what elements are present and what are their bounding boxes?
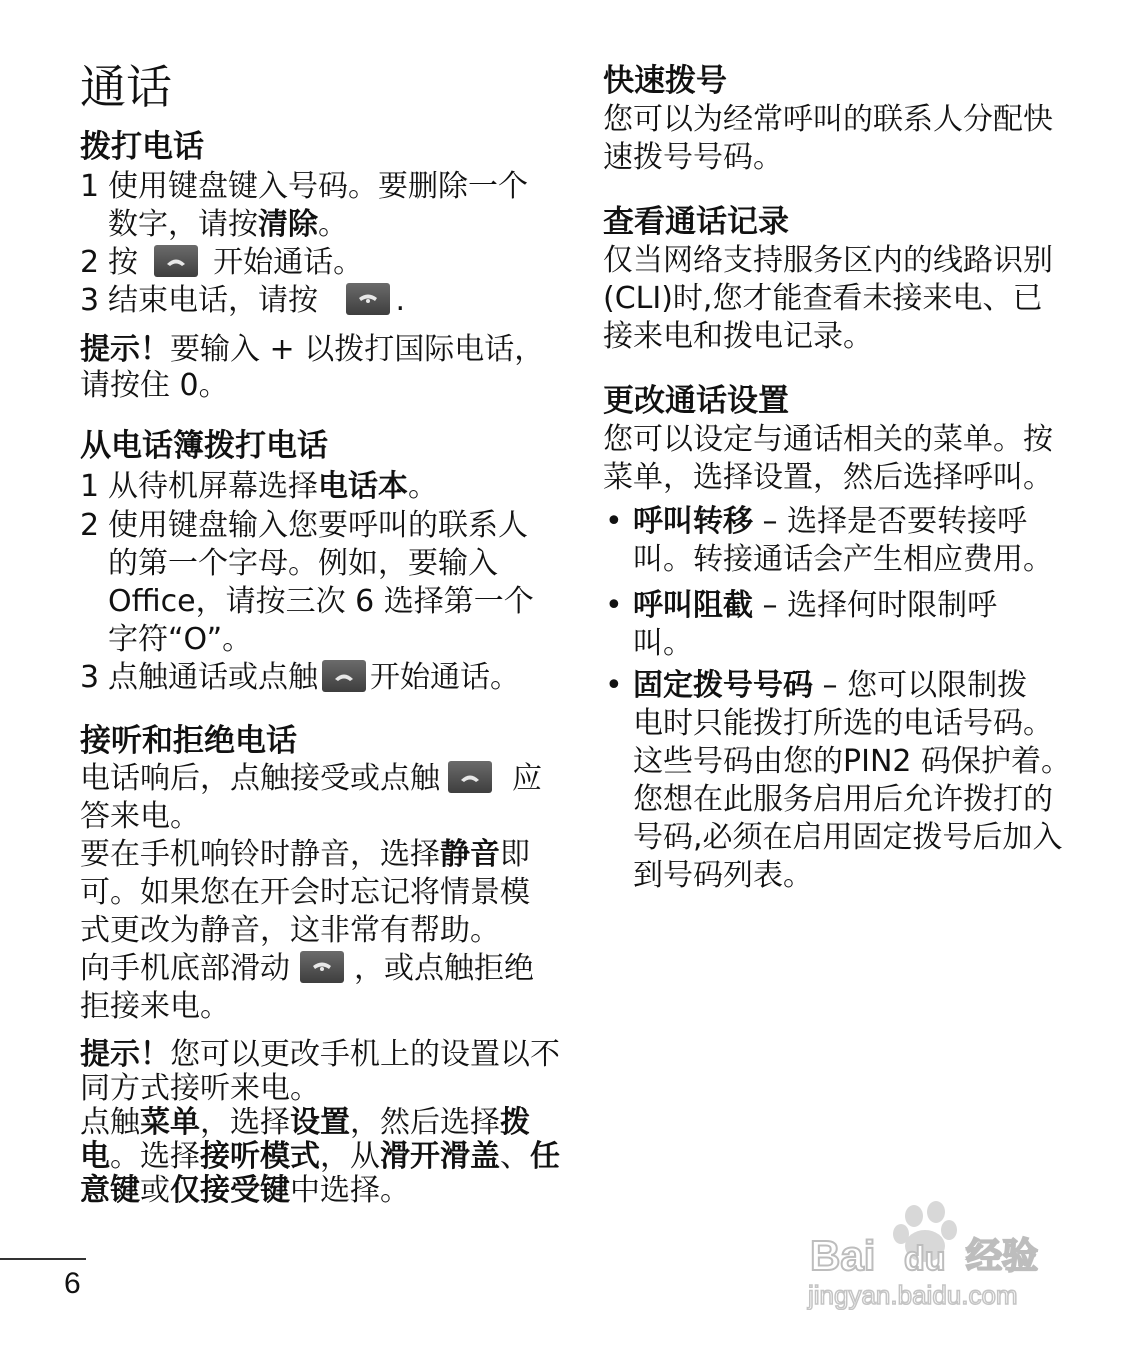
fixed-dial-item-cont: 到号码列表。 (633, 858, 813, 893)
dial-heading: 拨打电话 (80, 129, 204, 165)
dial-tip: 提示！要输入 + 以拨打国际电话， (80, 332, 545, 367)
fixed-dial-item-cont: 电时只能拨打所选的电话号码。 (633, 706, 1053, 741)
answer-p2-cont: 式更改为静音，这非常有帮助。 (80, 913, 500, 948)
fixed-dial-item: 固定拨号号码 – 您可以限制拨 (633, 668, 1028, 703)
answer-tip-cont: 点触菜单，选择设置，然后选择拨 (80, 1105, 530, 1140)
call-log-text: 仅当网络支持服务区内的线路识别 (603, 243, 1053, 278)
answer-tip-cont: 意键或仅接受键中选择。 (80, 1173, 410, 1208)
dial-step-1-cont: 数字，请按清除。 (108, 207, 348, 242)
step-number: 1 (80, 169, 100, 204)
call-settings-heading: 更改通话设置 (603, 383, 789, 419)
bullet: • (605, 588, 623, 623)
step-number: 3 (80, 660, 100, 695)
answer-p1: 电话响后，点触接受或点触 应 (80, 761, 542, 796)
bullet: • (605, 668, 623, 703)
answer-p1-cont: 答来电。 (80, 799, 200, 834)
page-number: 6 (64, 1267, 81, 1300)
step-number: 2 (80, 245, 100, 280)
footer-rule (0, 1258, 86, 1260)
phonebook-heading: 从电话簿拨打电话 (80, 428, 328, 464)
dial-step-3: 结束电话，请按 . (108, 283, 406, 318)
call-log-text-cont: (CLI)时,您才能查看未接来电、已 (603, 281, 1043, 316)
step-number: 2 (80, 508, 100, 543)
call-log-heading: 查看通话记录 (603, 204, 789, 240)
speed-dial-heading: 快速拨号 (603, 63, 727, 99)
call-key-icon (448, 761, 492, 793)
answer-tip-cont: 同方式接听来电。 (80, 1071, 320, 1106)
fixed-dial-item-cont: 号码,必须在启用固定拨号后加入 (633, 820, 1063, 855)
answer-tip: 提示！您可以更改手机上的设置以不 (80, 1037, 560, 1072)
end-key-icon (300, 951, 344, 983)
page-title: 通话 (80, 60, 172, 114)
phonebook-step-3: 点触通话或点触 开始通话。 (108, 660, 520, 695)
call-forward-item-cont: 叫。转接通话会产生相应费用。 (633, 542, 1053, 577)
phonebook-step-2: 使用键盘输入您要呼叫的联系人 (108, 508, 528, 543)
call-settings-text: 您可以设定与通话相关的菜单。按 (603, 422, 1053, 457)
dial-step-2: 按 开始通话。 (108, 245, 364, 280)
answer-heading: 接听和拒绝电话 (80, 723, 297, 759)
phonebook-step-2-cont: Office，请按三次 6 选择第一个 (108, 584, 534, 619)
step-number: 1 (80, 469, 100, 504)
svg-text:jingyan.baidu.com: jingyan.baidu.com (808, 1280, 1018, 1310)
fixed-dial-item-cont: 您想在此服务启用后允许拨打的 (633, 782, 1053, 817)
phonebook-step-1: 从待机屏幕选择电话本。 (108, 469, 438, 504)
call-key-icon (154, 245, 198, 277)
call-log-text-cont: 接来电和拨电记录。 (603, 319, 873, 354)
dial-tip-cont: 请按住 0。 (80, 368, 229, 403)
answer-p2: 要在手机响铃时静音，选择静音即 (80, 837, 530, 872)
call-key-icon (322, 660, 366, 692)
call-barring-item-cont: 叫。 (633, 626, 693, 661)
speed-dial-text: 您可以为经常呼叫的联系人分配快 (603, 102, 1053, 137)
call-barring-item: 呼叫阻截 – 选择何时限制呼 (633, 588, 998, 623)
answer-p2-cont: 可。如果您在开会时忘记将情景模 (80, 875, 530, 910)
svg-text:经验: 经验 (966, 1236, 1039, 1277)
call-settings-text-cont: 菜单，选择设置，然后选择呼叫。 (603, 460, 1053, 495)
speed-dial-text-cont: 速拨号号码。 (603, 140, 783, 175)
phonebook-step-2-cont: 字符“O”。 (108, 622, 253, 657)
bullet: • (605, 504, 623, 539)
baidu-watermark (806, 1200, 1066, 1310)
baidu-paw-logo-icon (806, 1200, 1066, 1310)
svg-text:Bai: Bai (810, 1232, 876, 1279)
end-key-icon (346, 283, 390, 315)
fixed-dial-item-cont: 这些号码由您的PIN2 码保护着。 (633, 744, 1072, 779)
phonebook-step-2-cont: 的第一个字母。例如，要输入 (108, 546, 498, 581)
svg-text:du: du (904, 1240, 946, 1278)
dial-step-1: 使用键盘键入号码。要删除一个 (108, 169, 528, 204)
answer-p3-cont: 拒接来电。 (80, 989, 230, 1024)
call-forward-item: 呼叫转移 – 选择是否要转接呼 (633, 504, 1028, 539)
answer-tip-cont: 电。选择接听模式，从滑开滑盖、任 (80, 1139, 560, 1174)
answer-p3: 向手机底部滑动 ，或点触拒绝 (80, 951, 534, 986)
step-number: 3 (80, 283, 100, 318)
